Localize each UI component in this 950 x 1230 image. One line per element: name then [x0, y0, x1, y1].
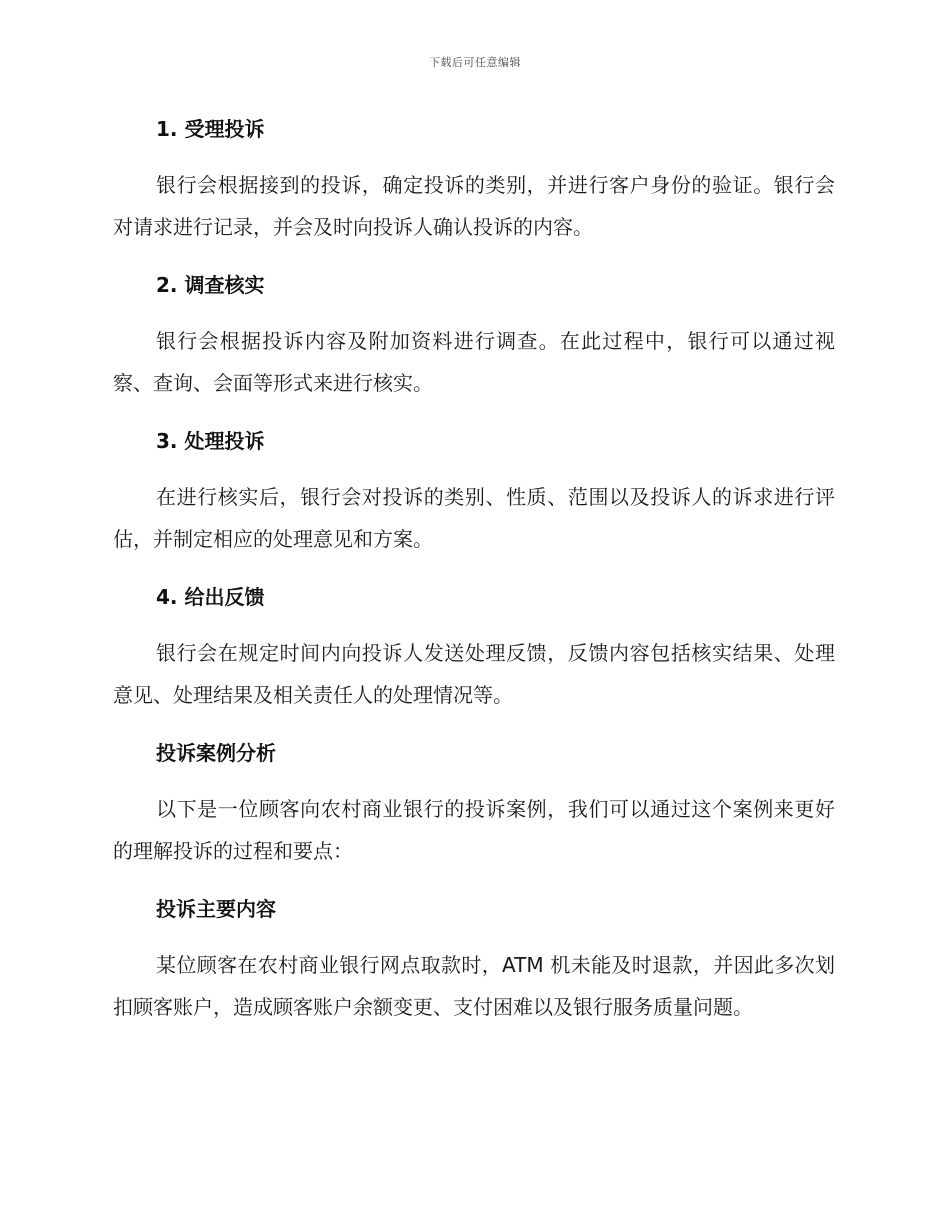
section-paragraph-complaint-content: 某位顾客在农村商业银行网点取款时，ATM 机未能及时退款，并因此多次划扣顾客账户，造成顾客账户余额变更、支付困难以及银行服务质量问题。: [113, 953, 835, 1019]
section-heading-investigate: 2. 调查核实: [156, 273, 265, 297]
running-header: 下载后可任意编辑: [429, 56, 521, 69]
section-paragraph-case-analysis: 以下是一位顾客向农村商业银行的投诉案例，我们可以通过这个案例来更好的理解投诉的过程和要点：: [113, 797, 835, 863]
section-heading-accept-complaint: 1. 受理投诉: [156, 117, 265, 141]
section-heading-handle-complaint: 3. 处理投诉: [156, 429, 265, 453]
section-paragraph-investigate: 银行会根据投诉内容及附加资料进行调查。在此过程中，银行可以通过视察、查询、会面等形式来进行核实。: [113, 329, 835, 395]
section-paragraph-accept-complaint: 银行会根据接到的投诉，确定投诉的类别，并进行客户身份的验证。银行会对请求进行记录，并会及时向投诉人确认投诉的内容。: [113, 173, 835, 239]
document-body: [113, 112, 835, 1028]
section-heading-feedback: 4. 给出反馈: [156, 585, 265, 609]
section-paragraph-feedback: 银行会在规定时间内向投诉人发送处理反馈，反馈内容包括核实结果、处理意见、处理结果及相关责任人的处理情况等。: [113, 641, 835, 707]
section-paragraph-handle-complaint: 在进行核实后，银行会对投诉的类别、性质、范围以及投诉人的诉求进行评估，并制定相应的处理意见和方案。: [113, 485, 835, 551]
section-heading-complaint-content: 投诉主要内容: [156, 897, 276, 921]
section-heading-case-analysis: 投诉案例分析: [156, 741, 276, 765]
